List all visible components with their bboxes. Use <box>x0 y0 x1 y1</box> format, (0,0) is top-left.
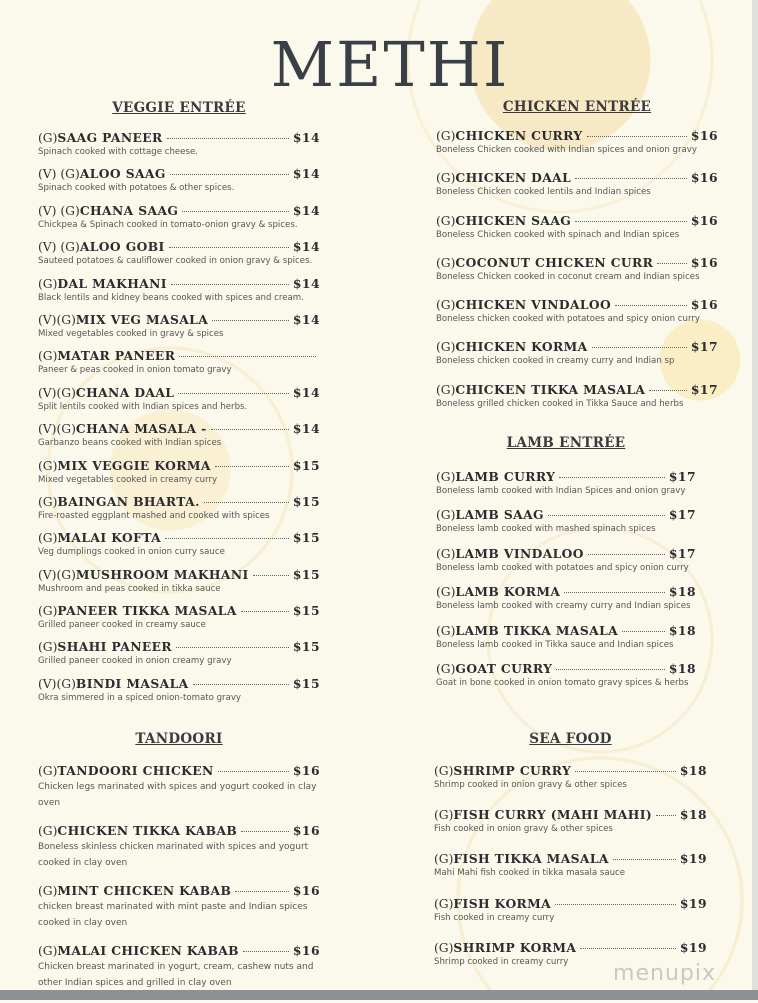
menu-item <box>38 763 320 811</box>
dish-price: $15 <box>292 493 320 509</box>
dish-name: LAMB KORMA <box>455 584 561 600</box>
dietary-tag: (V)(G) <box>38 676 76 691</box>
dish-name: FISH TIKKA MASALA <box>453 851 609 867</box>
dietary-tag: (G) <box>38 640 58 655</box>
menu-item <box>38 312 320 348</box>
menu-item <box>436 469 696 507</box>
dietary-tag: (G) <box>436 382 456 397</box>
dietary-tag: (G) <box>436 470 456 484</box>
dish-description: Okra simmered in a spiced onion-tomato gravy <box>38 692 242 703</box>
dietary-tag: (G) <box>38 131 58 145</box>
menu-item <box>434 851 707 895</box>
dish-name: DAL MAKHANI <box>57 275 167 291</box>
dish-price: $16 <box>292 823 320 838</box>
menu-item-line <box>38 943 320 958</box>
menu-item <box>38 567 320 603</box>
dietary-tag: (G) <box>38 884 58 898</box>
menu-item-line <box>436 339 718 354</box>
menu-item <box>434 763 707 807</box>
dietary-tag: (G) <box>38 458 58 473</box>
dish-description: Boneless chicken cooked in creamy curry and Indian sp <box>436 356 675 367</box>
dietary-tag: (G) <box>436 213 456 228</box>
dish-price: $17 <box>690 381 718 397</box>
dot-leader <box>218 771 289 772</box>
dish-description: Shrimp cooked in creamy curry <box>434 956 569 967</box>
menu-item-line <box>436 507 696 522</box>
dietary-tag: (G) <box>38 604 58 619</box>
dish-price: $16 <box>292 763 320 778</box>
dish-name: LAMB VINDALOO <box>455 545 584 561</box>
dish-name: CHICKEN VINDALOO <box>455 297 612 313</box>
dish-price: $16 <box>690 254 718 270</box>
menu-item <box>436 623 696 661</box>
menu-item <box>436 170 718 212</box>
dish-name: MALAI KOFTA <box>57 530 162 546</box>
dish-description: Mushroom and peas cooked in tikka sauce <box>38 583 221 594</box>
dot-leader <box>241 611 289 612</box>
menu-item-line <box>38 203 320 218</box>
restaurant-title: METHI <box>270 28 510 101</box>
menu-item <box>38 421 320 457</box>
dish-price: $17 <box>668 469 696 484</box>
dish-price: $15 <box>292 639 320 655</box>
menu-item-line <box>436 213 718 228</box>
section-heading: TANDOORI <box>135 731 223 747</box>
menu-item <box>436 213 718 255</box>
dietary-tag: (G) <box>434 808 454 823</box>
dish-price: $17 <box>668 545 696 561</box>
dish-description: Black lentils and kidney beans cooked with spices and cream. <box>38 292 304 303</box>
dish-description: chicken breast marinated with mint paste and Indian spices cooked in clay oven <box>38 902 308 928</box>
dietary-tag: (G) <box>436 546 456 561</box>
dish-description: Boneless lamb cooked with mashed spinach spices <box>436 524 656 535</box>
dish-description: Chickpea & Spinach cooked in tomato-onion gravy & spices. <box>38 219 298 230</box>
dish-name: CHANA DAAL <box>75 384 175 400</box>
dietary-tag: (V) (G) <box>38 240 80 255</box>
menu-item-line <box>436 584 696 599</box>
dish-description: Chicken breast marinated in yogurt, cream, cashew nuts and other Indian spices and grilled in clay oven <box>38 962 314 988</box>
dish-name: LAMB CURRY <box>455 469 556 484</box>
dot-leader <box>241 831 289 832</box>
menu-item-line <box>436 382 718 397</box>
section-heading: CHICKEN ENTRÉE <box>502 99 652 115</box>
dish-price: $15 <box>292 675 320 691</box>
dish-name: CHICKEN TIKKA MASALA <box>455 381 646 397</box>
dot-leader <box>176 647 289 648</box>
dietary-tag: (G) <box>434 940 454 955</box>
menu-item <box>436 128 718 170</box>
menu-item <box>38 458 320 494</box>
menu-item <box>38 494 320 530</box>
menu-item <box>434 807 707 851</box>
menu-item <box>38 883 320 931</box>
menu-item-line <box>38 458 320 473</box>
dish-name: MIX VEGGIE KORMA <box>57 457 211 473</box>
menu-item-line <box>38 567 320 582</box>
dish-name: FISH CURRY (MAHI MAHI) <box>453 807 653 823</box>
dish-name: CHANA MASALA - <box>75 421 207 437</box>
menu-item <box>38 130 320 166</box>
dish-name: MUSHROOM MAKHANI <box>75 566 249 582</box>
dot-leader <box>622 631 665 632</box>
dot-leader <box>215 466 289 467</box>
dish-description: Mahi Mahi fish cooked in tikka masala sauce <box>434 868 626 879</box>
menu-item-line <box>38 130 320 145</box>
dish-description: Veg dumplings cooked in onion curry sauce <box>38 547 225 558</box>
dish-description: Boneless lamb cooked in Tikka sauce and Indian spices <box>436 639 674 650</box>
dietary-tag: (G) <box>436 255 456 270</box>
dietary-tag: (G) <box>38 349 58 364</box>
dish-name: BAINGAN BHARTA. <box>57 493 200 509</box>
dot-leader <box>613 859 676 860</box>
dish-price: $18 <box>668 622 696 638</box>
section-veggie-entree <box>38 100 320 712</box>
dish-price: $14 <box>292 239 320 255</box>
menu-item-line <box>38 348 320 363</box>
dot-leader <box>170 174 289 175</box>
dietary-tag: (G) <box>436 585 456 600</box>
dish-price: $18 <box>679 763 707 778</box>
dish-description: Fish cooked in creamy curry <box>434 912 555 923</box>
dot-leader <box>559 477 665 478</box>
dish-price: $16 <box>690 170 718 186</box>
dish-description: Boneless Chicken cooked lentils and Indian spices <box>436 187 651 198</box>
dish-price: $18 <box>668 584 696 600</box>
dietary-tag: (V)(G) <box>38 422 76 437</box>
dietary-tag: (G) <box>434 852 454 867</box>
dietary-tag: (G) <box>38 494 58 509</box>
dish-price: $16 <box>292 943 320 958</box>
menu-item <box>38 276 320 312</box>
dish-name: CHICKEN SAAG <box>455 212 572 228</box>
dish-price: $14 <box>292 166 320 182</box>
dish-description: Boneless chicken cooked with potatoes and spicy onion curry <box>436 314 700 325</box>
dot-leader <box>656 815 676 816</box>
dot-leader <box>575 771 676 772</box>
dot-leader <box>182 211 289 212</box>
dish-price: $15 <box>292 530 320 546</box>
menu-item <box>436 255 718 297</box>
dish-description: Split lentils cooked with Indian spices and herbs. <box>38 401 248 412</box>
dietary-tag: (V)(G) <box>38 567 76 582</box>
menu-item-line <box>434 940 707 955</box>
menu-item-line <box>38 530 320 545</box>
section-heading: LAMB ENTRÉE <box>506 435 626 451</box>
menu-item-line <box>434 896 707 911</box>
dietary-tag: (G) <box>434 896 454 911</box>
dish-name: MATAR PANEER <box>57 348 176 364</box>
dish-name: CHICKEN DAAL <box>455 170 572 186</box>
menu-item-line <box>38 603 320 618</box>
dish-name: FISH KORMA <box>453 895 552 911</box>
section-tandoori <box>38 731 320 1003</box>
dish-name: LAMB SAAG <box>455 507 544 523</box>
menu-item <box>38 203 320 239</box>
dish-price: $18 <box>679 807 707 823</box>
menu-item-line <box>434 763 707 778</box>
menu-item <box>38 603 320 639</box>
dish-description: Grilled paneer cooked in creamy sauce <box>38 620 206 631</box>
dietary-tag: (G) <box>436 340 456 355</box>
dish-name: MINT CHICKEN KABAB <box>57 883 232 898</box>
menu-item <box>436 339 718 381</box>
menu-item-line <box>436 623 696 638</box>
dietary-tag: (G) <box>38 276 58 291</box>
dish-description: Boneless skinless chicken marinated with spices and yogurt cooked in clay oven <box>38 842 309 868</box>
dish-name: MIX VEG MASALA <box>75 311 209 327</box>
menu-item-line <box>436 469 696 484</box>
dot-leader <box>575 221 687 222</box>
dish-name: LAMB TIKKA MASALA <box>455 622 619 638</box>
dish-name: CHICKEN CURRY <box>455 128 583 143</box>
dot-leader <box>165 538 289 539</box>
dot-leader <box>235 891 289 892</box>
menu-item <box>38 823 320 871</box>
dish-description: Boneless Chicken cooked in coconut cream and Indian spices <box>436 271 700 282</box>
menu-item-line <box>436 546 696 561</box>
dietary-tag: (G) <box>436 508 456 523</box>
dish-name: GOAT CURRY <box>455 660 553 676</box>
dietary-tag: (G) <box>436 623 456 638</box>
menu-item <box>436 661 696 699</box>
menu-item <box>436 507 696 545</box>
dish-name: MALAI CHICKEN KABAB <box>57 943 239 958</box>
dish-description: Spinach cooked with potatoes & other spices. <box>38 183 235 194</box>
menu-item <box>38 943 320 991</box>
dish-description: Boneless grilled chicken cooked in Tikka Sauce and herbs <box>436 398 684 409</box>
dietary-tag: (G) <box>436 129 456 143</box>
dietary-tag: (G) <box>434 764 454 778</box>
dish-price: $14 <box>292 275 320 291</box>
dish-name: TANDOORI CHICKEN <box>57 763 214 778</box>
dish-name: CHICKEN TIKKA KABAB <box>57 823 238 838</box>
section-heading: SEA FOOD <box>529 731 612 747</box>
dish-name: BINDI MASALA <box>75 675 189 691</box>
dish-description: Boneless lamb cooked with potatoes and spicy onion curry <box>436 562 689 573</box>
dish-price: $16 <box>292 883 320 898</box>
dish-price: $16 <box>690 297 718 313</box>
dish-name: ALOO SAAG <box>79 166 166 182</box>
dot-leader <box>167 138 289 139</box>
dietary-tag: (G) <box>38 531 58 546</box>
dot-leader <box>179 356 316 357</box>
dietary-tag: (G) <box>436 298 456 313</box>
dish-description: Boneless lamb cooked with creamy curry and Indian spices <box>436 601 691 612</box>
section-sea-food <box>434 731 707 984</box>
dish-description: Boneless lamb cooked with Indian Spices and onion gravy <box>436 486 686 496</box>
dietary-tag: (G) <box>38 824 58 838</box>
dot-leader <box>212 320 289 321</box>
menu-item-line <box>38 421 320 436</box>
dish-name: ALOO GOBI <box>79 239 165 255</box>
menu-item-line <box>38 239 320 254</box>
dish-description: Garbanzo beans cooked with Indian spices <box>38 438 222 449</box>
dot-leader <box>169 247 289 248</box>
dot-leader <box>204 502 289 503</box>
dish-description: Chicken legs marinated with spices and yogurt cooked in clay oven <box>38 782 317 808</box>
menu-item-line <box>436 661 696 676</box>
dish-name: PANEER TIKKA MASALA <box>57 603 237 619</box>
section-chicken-entree <box>436 99 718 424</box>
dot-leader <box>556 669 665 670</box>
photo-bottom-edge <box>0 990 758 1000</box>
dish-description: Shrimp cooked in onion gravy & other spices <box>434 780 627 790</box>
dish-description: Boneless Chicken cooked with Indian spices and onion gravy <box>436 145 697 155</box>
menu-item <box>38 385 320 421</box>
menu-item-line <box>38 166 320 181</box>
dish-name: SHAHI PANEER <box>57 639 173 655</box>
dietary-tag: (V)(G) <box>38 312 76 327</box>
menu-item-line <box>38 276 320 291</box>
dot-leader <box>178 393 289 394</box>
menu-item-line <box>434 807 707 822</box>
menu-item-line <box>38 823 320 838</box>
dish-name: SAAG PANEER <box>57 130 163 145</box>
dish-price: $15 <box>292 457 320 473</box>
menu-item-line <box>38 676 320 691</box>
menu-item-line <box>436 255 718 270</box>
dot-leader <box>564 592 664 593</box>
dot-leader <box>588 554 665 555</box>
dietary-tag: (G) <box>436 171 456 186</box>
dish-price: $19 <box>679 939 707 955</box>
dietary-tag: (V)(G) <box>38 385 76 400</box>
menu-item-line <box>436 170 718 185</box>
dietary-tag: (V) (G) <box>38 203 80 218</box>
dietary-tag: (G) <box>38 944 58 958</box>
menu-item <box>436 297 718 339</box>
dish-price: $19 <box>679 851 707 867</box>
menu-item-line <box>38 494 320 509</box>
menu-item <box>38 676 320 712</box>
dish-description: Grilled paneer cooked in onion creamy gravy <box>38 656 232 667</box>
dish-price: $17 <box>690 339 718 355</box>
menu-item-line <box>434 851 707 866</box>
dish-price: $16 <box>690 212 718 228</box>
menu-item <box>436 584 696 622</box>
dish-name: CHANA SAAG <box>79 202 179 218</box>
dish-description: Mixed vegetables cooked in gravy & spices <box>38 328 224 339</box>
section-lamb-entree <box>436 435 696 699</box>
dot-leader <box>592 347 687 348</box>
dish-name: SHRIMP KORMA <box>453 939 577 955</box>
menu-item <box>38 530 320 566</box>
dot-leader <box>243 951 289 952</box>
menu-item-line <box>38 312 320 327</box>
dish-description: Fish cooked in onion gravy & other spices <box>434 824 613 835</box>
dietary-tag: (G) <box>436 661 456 676</box>
dot-leader <box>253 575 289 576</box>
dish-price: $14 <box>292 311 320 327</box>
dish-description: Paneer & peas cooked in onion tomato gravy <box>38 365 232 376</box>
dish-price: $17 <box>668 507 696 523</box>
menu-item <box>434 896 707 940</box>
page-edge <box>752 0 758 1000</box>
dish-description: Sauteed potatoes & cauliflower cooked in onion gravy & spices. <box>38 256 313 267</box>
menu-item-line <box>38 639 320 654</box>
dish-price: $16 <box>690 128 718 143</box>
menupix-watermark: menupix <box>613 961 716 986</box>
dietary-tag: (V) (G) <box>38 167 80 182</box>
menu-item-line <box>38 385 320 400</box>
menu-item-line <box>38 883 320 898</box>
dot-leader <box>615 305 687 306</box>
dot-leader <box>587 136 687 137</box>
section-heading: VEGGIE ENTRÉE <box>112 100 246 116</box>
menu-item-line <box>436 128 718 143</box>
dish-name: SHRIMP CURRY <box>453 763 572 778</box>
dish-name: CHICKEN KORMA <box>455 339 588 355</box>
dot-leader <box>555 904 676 905</box>
dish-price: $14 <box>292 202 320 218</box>
dot-leader <box>193 684 289 685</box>
dot-leader <box>649 390 687 391</box>
dish-price: $19 <box>679 895 707 911</box>
dot-leader <box>575 178 687 179</box>
dish-price: $14 <box>292 421 320 437</box>
dot-leader <box>171 284 289 285</box>
dish-name: COCONUT CHICKEN CURR <box>455 254 654 270</box>
dot-leader <box>548 515 665 516</box>
menu-item <box>436 546 696 584</box>
menu-item <box>38 639 320 675</box>
menu-item <box>38 348 320 384</box>
dot-leader <box>657 263 687 264</box>
menu-item <box>38 239 320 275</box>
dish-price: $18 <box>668 660 696 676</box>
menu-item <box>38 166 320 202</box>
dish-description: Boneless Chicken cooked with spinach and Indian spices <box>436 229 680 240</box>
dish-price: $14 <box>292 384 320 400</box>
dish-description: Mixed vegetables cooked in creamy curry <box>38 474 218 485</box>
dish-description: Spinach cooked with cottage cheese. <box>38 147 198 157</box>
menu-item <box>436 382 718 424</box>
dish-price: $15 <box>292 603 320 619</box>
dish-description: Goat in bone cooked in onion tomato gravy spices & herbs <box>436 677 689 688</box>
dish-price: $14 <box>292 130 320 145</box>
menu-item-line <box>436 297 718 312</box>
dot-leader <box>580 948 676 949</box>
dish-description: Fire-roasted eggplant mashed and cooked with spices <box>38 510 270 521</box>
dish-price: $15 <box>292 566 320 582</box>
menu-item-line <box>38 763 320 778</box>
dietary-tag: (G) <box>38 764 58 778</box>
dot-leader <box>211 429 289 430</box>
